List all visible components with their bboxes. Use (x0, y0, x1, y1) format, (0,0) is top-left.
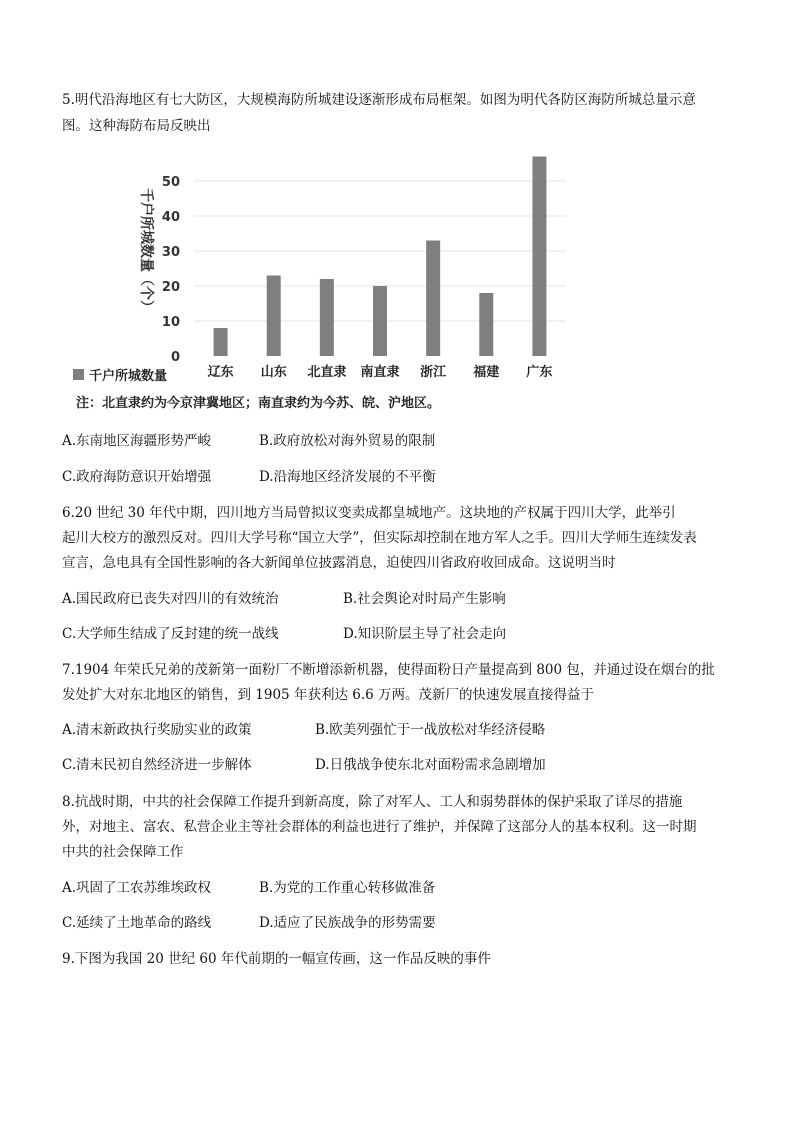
q5-stem-line1: 5.明代沿海地区有七大防区，大规模海防所城建设逐渐形成布局框架。如图为明代各防区海防所城总量示意 (62, 92, 696, 108)
q7-option-c[interactable]: C.清末民初自然经济进一步解体 (62, 757, 252, 773)
chart-legend: 千户所城数量 (89, 369, 168, 384)
chart-y-tick-label: 50 (161, 175, 180, 190)
q6-option-d[interactable]: D.知识阶层主导了社会走向 (343, 626, 507, 642)
q6-option-a[interactable]: A.国民政府已丧失对四川的有效统治 (62, 591, 279, 607)
q6-stem-line2: 起川大校方的激烈反对。四川大学号称“国立大学”，但实际却控制在地方军人之手。四川大学师生连续发表 (62, 530, 697, 546)
q7-option-a[interactable]: A.清末新政执行奖励实业的政策 (62, 722, 252, 738)
chart-bars (214, 157, 547, 357)
q6-stem-line1: 6.20 世纪 30 年代中期，四川地方当局曾拟议变卖成都皇城地产。这块地的产权属于四川大学，此举引 (62, 505, 676, 521)
chart-bar (373, 286, 387, 356)
q6-option-c[interactable]: C.大学师生结成了反封建的统一战线 (62, 626, 279, 642)
chart-x-label: 福建 (473, 365, 500, 380)
chart-bar (532, 157, 546, 357)
chart-x-labels (208, 364, 553, 380)
q7-stem-line1: 7.1904 年荣氏兄弟的茂新第一面粉厂不断增添新机器，使得面粉日产量提高到 800 包，并通过设在烟台的批 (62, 662, 715, 678)
q5-option-d[interactable]: D.沿海地区经济发展的不平衡 (259, 469, 436, 485)
chart-bar (479, 293, 493, 356)
chart-bar (426, 241, 440, 357)
q9-stem-line1: 9.下图为我国 20 世纪 60 年代前期的一幅宣传画，这一作品反映的事件 (62, 951, 491, 967)
q6-option-b[interactable]: B.社会舆论对时局产生影响 (343, 591, 506, 607)
q8-option-b[interactable]: B.为党的工作重心转移做准备 (259, 880, 436, 896)
q8-option-c[interactable]: C.延续了土地革命的路线 (62, 915, 212, 931)
chart-bar (320, 279, 334, 356)
chart-y-ticks (162, 175, 180, 365)
chart-y-tick-label: 20 (161, 280, 180, 295)
chart-x-label: 山东 (260, 365, 287, 380)
q8-stem-line3: 中共的社会保障工作 (62, 844, 184, 860)
chart-y-tick-label: 30 (161, 245, 180, 260)
q8-option-a[interactable]: A.巩固了工农苏维埃政权 (62, 880, 212, 896)
chart-x-label: 北直隶 (307, 365, 347, 380)
q8-option-d[interactable]: D.适应了民族战争的形势需要 (259, 915, 436, 931)
q5-option-b[interactable]: B.政府放松对海外贸易的限制 (259, 433, 436, 449)
q8-stem-line1: 8.抗战时期，中共的社会保障工作提升到新高度，除了对军人、工人和弱势群体的保护采取了详尽的措施 (62, 794, 683, 810)
q5-stem-line2: 图。这种海防布局反映出 (62, 118, 211, 134)
chart-x-label: 广东 (526, 365, 553, 380)
chart-bar (267, 276, 281, 357)
q7-option-d[interactable]: D.日俄战争使东北对面粉需求急剧增加 (315, 757, 546, 773)
chart-x-label: 浙江 (420, 365, 447, 380)
chart-y-tick-label: 40 (161, 210, 180, 225)
q5-bar-chart (64, 140, 584, 418)
q5-option-a[interactable]: A.东南地区海疆形势严峻 (62, 433, 212, 449)
chart-y-tick-label: 0 (170, 350, 180, 365)
q8-stem-line2: 外，对地主、富农、私营企业主等社会群体的利益也进行了维护，并保障了这部分人的基本权利。这一时期 (62, 819, 697, 835)
q5-option-c[interactable]: C.政府海防意识开始增强 (62, 469, 212, 485)
chart-note: 注：北直隶约为今京津冀地区；南直隶约为今苏、皖、沪地区。 (76, 396, 441, 411)
q6-stem-line3: 宣言，急电具有全国性影响的各大新闻单位披露消息，迫使四川省政府收回成命。这说明当时 (62, 555, 616, 571)
chart-x-label: 辽东 (207, 365, 234, 380)
chart-bar (214, 328, 228, 356)
chart-y-tick-label: 10 (161, 315, 180, 330)
chart-y-axis-label: 千户所城数量（个） (138, 188, 154, 314)
q7-stem-line2: 发处扩大对东北地区的销售，到 1905 年获利达 6.6 万两。茂新厂的快速发展直接得益于 (62, 687, 594, 703)
legend-swatch (73, 369, 84, 380)
chart-x-label: 南直隶 (360, 365, 400, 380)
q7-option-b[interactable]: B.欧美列强忙于一战放松对华经济侵略 (315, 722, 546, 738)
